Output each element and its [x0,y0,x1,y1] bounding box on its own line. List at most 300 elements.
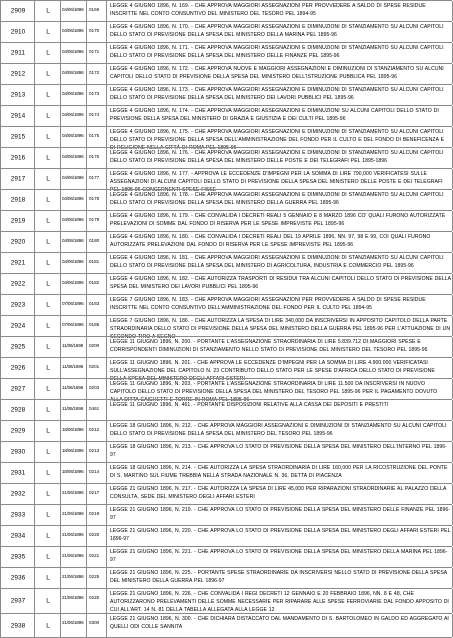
record-type-cell [34,463,61,483]
record-number-cell [0,526,35,546]
table-row [0,252,452,273]
record-date: 21/06/1896 [62,620,84,625]
record-type-cell [34,148,61,168]
record-type: L [46,301,50,309]
record-date: 21/06/1896 [62,595,84,600]
record-number: 2935 [10,553,26,561]
record-description: LEGGE 7 GIUGNO 1896, N. 186. - CHE AUTORIZZA LA SPESA DI LIRE 340,000 DA INSCRIVERSI IN APPOSITO CAPITOLO DELLA PARTE STRAORDINARIA DELLO STATO DI PREVISIONE DELLA SPESA DEL MINISTERO DELLA GUERRA PEL 1895-96 PER L'ATTUAZIONE DI UN SECONDO TIRO A SEGNO [110,318,451,341]
record-code-cell [86,295,107,315]
record-type: L [46,406,50,414]
record-description: LEGGE 21 GIUGNO 1896, N. 221. - CHE APPROVA LO STATO DI PREVISIONE DELLA SPESA DEL MINISTERO DELLA MARINA PEL 1896-97 [110,549,448,564]
record-description-cell [106,274,453,294]
record-date-cell [60,190,87,210]
record-code-cell [86,614,107,637]
table-row [0,399,452,420]
record-date: 21/06/1896 [62,490,84,495]
record-type-cell [34,43,61,63]
record-number-cell [0,85,35,105]
record-date-cell [60,400,87,420]
record-type-cell [34,421,61,441]
record-date: 04/06/1896 [62,70,84,75]
record-description-cell [106,442,453,462]
record-code: 0220 [89,532,100,537]
record-code-cell [86,64,107,84]
record-number: 2917 [10,175,26,183]
record-description-cell [106,64,453,84]
record-date: 21/06/1896 [62,532,84,537]
record-code: 0183 [89,301,100,306]
table-row [0,483,452,504]
record-number: 2914 [10,112,26,120]
record-description-cell [106,85,453,105]
record-number-cell [0,379,35,399]
record-date: 11/06/1896 [62,385,84,390]
record-date: 21/06/1896 [62,511,84,516]
table-row [0,504,452,525]
record-code-cell [86,211,107,231]
record-description-cell [106,1,453,21]
record-type: L [46,112,50,120]
record-description-cell [106,379,453,404]
record-date: 04/06/1896 [62,91,84,96]
record-description: LEGGE 18 GIUGNO 1896, N. 212. - CHE APPROVA MAGGIORI ASSEGNAZIONI E DIMINUZIONI DI STANZIAMENTO SU ALCUNI CAPITOLI DELLO STATO DI PREVISIONE DELLA SPESA DEL MINISTERO DEL TESORO PEL 1895-96 [110,423,447,438]
record-code: 0182 [89,280,100,285]
record-code-cell [86,22,107,42]
record-code-cell [86,85,107,105]
record-description: LEGGE 4 GIUGNO 1896, N. 175. - CHE APPROVA MAGGIORI ASSEGNAZIONI E DIMINUZIONI DI STANZIAMENTO SU ALCUNI CAPITOLI DELLO STATO DI PREVISIONE DELLA SPESA DELL'AMMINISTRAZIONE DEL FONDO PER IL CULTO E DEL FONDO DI BENEFICENZA E DI RELIGIONE NELLA CITTÀ DI ROMA PEL 1895-96 [110,129,445,152]
table-row [0,63,452,84]
record-number: 2919 [10,217,26,225]
record-code: 0171 [89,49,100,54]
record-type-cell [34,295,61,315]
record-description-cell [106,232,453,252]
record-code: 0217 [89,490,100,495]
record-number-cell [0,568,35,588]
record-number-cell [0,43,35,63]
record-code: 0213 [89,448,100,453]
record-code: 0180 [89,238,100,243]
record-type: L [46,532,50,540]
table-row [0,42,452,63]
record-code: 0300 [89,620,100,625]
record-date-cell [60,211,87,231]
record-number-cell [0,505,35,525]
record-date: 07/06/1896 [62,301,84,306]
record-type-cell [34,169,61,189]
record-date-cell [60,614,87,637]
table-row [0,210,452,231]
record-number: 2921 [10,259,26,267]
record-description: LEGGE 4 GIUGNO 1896, N. 179. - CHE CONVALIDA I DECRETI REALI 5 GENNAIO E 8 MARZO 1896 CO' QUALI FURONO AUTORIZZATE PRELEVAZIONI DI SOMME DAL FONDO DI RISERVA PER LE SPESE IMPREVISTE PEL 1895-96 [110,213,446,228]
record-description-cell [106,589,453,613]
record-number: 2929 [10,427,26,435]
record-code-cell [86,442,107,462]
record-type: L [46,217,50,225]
record-date: 04/06/1896 [62,259,84,264]
record-code: 0174 [89,112,100,117]
record-type: L [46,70,50,78]
table-row [0,525,452,546]
record-description-cell [106,421,453,441]
record-type-cell [34,274,61,294]
record-type-cell [34,316,61,336]
record-description: LEGGE 21 GIUGNO 1896, N. 300. - CHE DICHIARA DISTACCATO DAL MANDAMENTO DI S. BARTOLOMEO IN GALDO ED AGGREGATO AI QUELLI ODI COLLE SANNITA [110,616,449,631]
record-code: 0225 [89,574,100,579]
record-description: LEGGE 4 GIUGNO 1896, N. 171. - CHE APPROVA MAGGIORI ASSEGNAZIONI E DIMINUZIONI DI STANZIAMENTO SU ALCUNI CAPITOLI DELLO STATO DI PREVISIONE DELLA SPESA DEL MINISTERO DELLE FINANZE PEL 1895-96 [110,45,444,60]
table-row [0,21,452,42]
record-type-cell [34,589,61,613]
record-type: L [46,259,50,267]
record-date-cell [60,43,87,63]
record-code-cell [86,421,107,441]
record-date: 04/06/1896 [62,238,84,243]
record-number: 2915 [10,133,26,141]
record-date-cell [60,526,87,546]
record-description-cell [106,484,453,504]
record-description: LEGGE 21 GIUGNO 1896, N. 225. - PORTANTE SPESE STRAORDINARIE DA INSCRIVERSI NELLO STATO DI PREVISIONE DELLA SPESA DEL MINISTERO DELLA GUERRA PEL 1896-97 [110,570,447,585]
table-row [0,126,452,152]
record-date-cell [60,64,87,84]
record-description: LEGGE 4 GIUGNO 1896, N. 170. - CHE APPROVA MAGGIORI ASSEGNAZIONI E DIMINUZIONI DI STANZIAMENTO SU ALCUNI CAPITOLI DELLO STATO DI PREVISIONE DELLA SPESA DEL MINISTERO DELLA MARINA PEL 1895-96 [110,24,444,39]
record-number: 2936 [10,574,26,582]
record-code: 0201 [89,364,100,369]
record-code-cell [86,358,107,378]
record-date-cell [60,169,87,189]
record-code: 0170 [89,28,100,33]
record-description: LEGGE 18 GIUGNO 1896, N. 214. - CHE AUTORIZZA LA SPESA STRAORDINARIA DI LIRE 160,000 PER LA RICOSTRUZIONE DEL PONTE DI S. MARTINO SUL FIUME TREBBIA NELLA STRADA NAZIONALE N. 36, DETTA DI PIACENZA [110,465,448,480]
record-date-cell [60,421,87,441]
record-description-cell [106,43,453,63]
table-row [0,105,452,126]
record-type: L [46,49,50,57]
record-type: L [46,511,50,519]
record-date: 21/06/1896 [62,574,84,579]
record-description-cell [106,568,453,588]
record-date: 21/06/1896 [62,553,84,558]
record-type: L [46,490,50,498]
record-code-cell [86,190,107,210]
record-number: 2938 [10,622,26,629]
record-code-cell [86,484,107,504]
record-code: 0221 [89,553,100,558]
record-date: 04/06/1896 [62,196,84,201]
record-description-cell [106,505,453,525]
record-code-cell [86,316,107,336]
record-description: LEGGE 11 GIUGNO 1896, N. 200. - PORTANTE L'ASSEGNAZIONE STRAORDINARIA DI LIRE 5.839.712 DI MAGGIORI SPESE E CORRISPONDENTI DIMINUZIONI DI STANZIAMENTO NELLO STATO DI PREVISIONE DEL MINISTERO DEL TESORO PEL 1895-96 [110,339,428,354]
record-type-cell [34,358,61,378]
record-description-cell [106,127,453,152]
record-code: 0226 [89,595,100,600]
record-date: 11/06/1896 [62,406,84,411]
record-type-cell [34,106,61,126]
table-row [0,294,452,315]
record-number-cell [0,547,35,567]
record-number: 2925 [10,343,26,351]
record-date-cell [60,148,87,168]
record-code: 0186 [89,322,100,327]
record-type-cell [34,22,61,42]
record-number: 2926 [10,364,26,372]
record-number: 2910 [10,28,26,36]
record-code-cell [86,148,107,168]
table-row [0,315,452,341]
record-description: LEGGE 4 GIUGNO 1896, N. 173. - CHE APPROVA MAGGIORI ASSEGNAZIONI E DIMINUZIONI DI STANZIAMENTO SU ALCUNI CAPITOLI DELLO STATO DI PREVISIONE DELLA SPESA DEL MINISTERO DEI LAVORI PUBBLICI PEL 1895-96 [110,87,444,102]
record-type: L [46,91,50,99]
record-date-cell [60,232,87,252]
table-row [0,420,452,441]
table-row [0,0,452,21]
record-number-cell [0,463,35,483]
record-code-cell [86,1,107,21]
record-type: L [46,597,50,605]
record-description-cell [106,316,453,341]
record-type: L [46,175,50,183]
record-description-cell [106,358,453,383]
record-type-cell [34,1,61,21]
record-date: 04/06/1896 [62,217,84,222]
record-number: 2922 [10,280,26,288]
record-date-cell [60,127,87,147]
record-number-cell [0,484,35,504]
record-type-cell [34,232,61,252]
record-code-cell [86,274,107,294]
record-number: 2933 [10,511,26,519]
record-number-cell [0,1,35,21]
record-type-cell [34,442,61,462]
record-type-cell [34,85,61,105]
record-description-cell [106,169,453,194]
record-date: 04/06/1896 [62,280,84,285]
record-code: 0461 [89,406,100,411]
record-type-cell [34,64,61,84]
record-date-cell [60,1,87,21]
record-number: 2923 [10,301,26,309]
record-date-cell [60,295,87,315]
record-number-cell [0,127,35,147]
table-row [0,168,452,194]
record-code-cell [86,337,107,357]
record-date: 18/06/1896 [62,448,84,453]
record-date: 04/06/1896 [62,49,84,54]
record-number: 2911 [10,49,26,57]
table-row [0,189,452,210]
table-row [0,462,452,483]
record-number-cell [0,232,35,252]
table-row [0,336,452,357]
record-date: 04/06/1896 [62,7,84,12]
record-type: L [46,343,50,351]
record-number: 2928 [10,406,26,414]
record-description-cell [106,547,453,567]
record-code-cell [86,106,107,126]
record-date-cell [60,379,87,399]
record-number: 2934 [10,532,26,540]
record-description: LEGGE 18 GIUGNO 1896, N. 213. - CHE APPROVA LO STATO DI PREVISIONE DELLA SPESA DEL MINISTERO DELL'INTERNO PEL 1896-97 [110,444,447,459]
record-number: 2937 [10,597,26,605]
record-type: L [46,7,50,15]
record-code: 0172 [89,70,100,75]
record-code: 0169 [89,7,100,12]
record-description: LEGGE 4 GIUGNO 1896, N. 176. - CHE APPROVA MAGGIORI ASSEGNAZIONI E DIMINUZIONI DI STANZIAMENTO SU ALCUNI CAPITOLI DELLO STATO DI PREVISIONE DELLA SPESA DEL MINISTERO DELLE POSTE E DEI TELEGRAFI PEL 1895-1896 [110,150,444,165]
record-type-cell [34,127,61,147]
record-number-cell [0,614,35,637]
record-description-cell [106,526,453,546]
record-number-cell [0,169,35,189]
record-description-cell [106,614,453,637]
record-code-cell [86,400,107,420]
record-code-cell [86,589,107,613]
record-code: 0181 [89,259,100,264]
record-description-cell [106,148,453,168]
record-type-cell [34,547,61,567]
record-date-cell [60,463,87,483]
record-code: 0176 [89,154,100,159]
record-description: LEGGE 4 GIUGNO 1896, N. 169. - CHE APPROVA MAGGIORI ASSEGNAZIONI PER PROVVEDERE A SALDO DI SPESE RESIDUE INSCRITTE NEL CONTO CONSUNTIVO DEL MINISTERO DEL TESORO PEL 1894-95 [110,3,426,18]
record-number: 2931 [10,469,26,477]
record-type: L [46,622,50,629]
record-number: 2909 [10,7,26,15]
record-code-cell [86,379,107,399]
table-row [0,357,452,383]
record-number-cell [0,148,35,168]
record-type-cell [34,484,61,504]
record-number: 2916 [10,154,26,162]
record-code: 0175 [89,133,100,138]
table-row [0,441,452,462]
record-type-cell [34,253,61,273]
record-description-cell [106,400,453,420]
record-description-cell [106,253,453,273]
table-row [0,147,452,168]
record-code: 0200 [89,343,100,348]
record-number-cell [0,421,35,441]
record-description: LEGGE 4 GIUGNO 1896, N. 182. - CHE AUTORIZZA TRASPORTI DI RESIDUI TRA ALCUNI CAPITOLI DELLO STATO DI PREVISIONE DELLA SPESA DEL MINISTERO DEI LAVORI PUBBLICI PEL 1895-96 [110,276,451,291]
table-row [0,546,452,567]
record-date: 04/06/1896 [62,133,84,138]
record-type: L [46,469,50,477]
record-type-cell [34,190,61,210]
record-description: LEGGE 4 GIUGNO 1896, N. 177. - APPROVA LE ECCEDENZE D'IMPEGNI PER LA SOMMA DI LIRE 790,000 VERIFICATESI SULLE ASSEGNAZIONI DI ALCUNI CAPITOLI DELLO STATO DI PREVISIONE DELLA SPESA DEL MINISTERO DELLE POSTE E DEI TELEGRAFI PEL 1895-96 CONCERNENTI SPESE FISSE [110,171,443,194]
record-code-cell [86,505,107,525]
record-description: LEGGE 7 GIUGNO 1896, N. 183. - CHE APPROVA MAGGIORI ASSEGNAZIONI PER PROVVEDERE A SALDO DI SPESE RESIDUE INSCRITTE NEL CONTO CONSUNTIVO DELL'AMMINISTRAZIONE DEL FONDO PER IL CULTO PEL 1894-95 [110,297,426,312]
record-description-cell [106,22,453,42]
record-description: LEGGE 21 GIUGNO 1896, N. 226. - CHE CONVALIDA I REGI DECRETI 12 GENNAIO E 20 FEBBRAIO 1896, NN. 8 E 48, CHE AUTORIZZARONO PRELEVAMENTI DELLE SOMME NECESSARIE PER RIPARARE ALLE SPESE FERROVIARIE DAL FONDO APPOSITO DI CUI ALL'ART. 14 N. 81 DELLA TABELLA ALLEGATA ALLA LEGGE 12 [110,591,449,614]
record-description: LEGGE 4 GIUGNO 1896, N. 178. - CHE APPROVA MAGGIORI ASSEGNAZIONI E DIMINUZIONI DI STANZIAMENTO SU ALCUNI CAPITOLI DELLO STATO DI PREVISIONE DELLA SPESA DEL MINISTERO DELLA GUERRA PEL 1895-96 [110,192,444,207]
record-code: 0212 [89,427,100,432]
record-code: 0203 [89,385,100,390]
record-date: 18/06/1896 [62,469,84,474]
record-number: 2913 [10,91,26,99]
table-row [0,378,452,404]
record-type: L [46,133,50,141]
record-description-cell [106,190,453,210]
record-type: L [46,28,50,36]
record-code: 0178 [89,196,100,201]
record-number: 2930 [10,448,26,456]
record-number-cell [0,295,35,315]
record-type-cell [34,337,61,357]
record-description-cell [106,463,453,483]
record-description: LEGGE 11 GIUGNO 1896, N. 201. - CHE APPROVA LE ECCEDENZE D'IMPEGNI PER LA SOMMA DI LIRE 4.900.000 VERIFICATASI SULL'ASSEGNAZIONE DEL CAPITOLO N. 23 CONTRIBUTO DELLO STATO PER LE SPESE D'AFRICA DELLO STATO DI PREVISIONE DELLA SPESA DEL MINISTERO DEGLI AFFARI ESTERI [110,360,435,383]
record-number-cell [0,22,35,42]
record-type: L [46,574,50,582]
record-code-cell [86,526,107,546]
table-row [0,613,452,638]
record-date: 04/06/1896 [62,175,84,180]
record-type-cell [34,379,61,399]
table-row [0,567,452,588]
record-type: L [46,238,50,246]
record-date-cell [60,316,87,336]
record-number-cell [0,589,35,613]
record-description: LEGGE 21 GIUGNO 1896, N. 219. - CHE APPROVA LO STATO DI PREVISIONE DELLA SPESA DEL MINISTERO DELLE FINANZE PEL 1896-97 [110,507,451,522]
record-date-cell [60,337,87,357]
record-type: L [46,385,50,393]
record-date-cell [60,484,87,504]
record-description: LEGGE 4 GIUGNO 1896, N. 174. - CHE APPROVA MAGGIORI ASSEGNAZIONI E DIMINUZIONI SU ALCUNI CAPITOLI DELLO STATO DI PREVISIONE DELLA SPESA DEL MINISTERO DI GRAZIA E GIUSTIZIA E DEI CULTI PEL 1895-96 [110,108,439,123]
record-number: 2912 [10,70,26,78]
record-number-cell [0,442,35,462]
record-number-cell [0,190,35,210]
record-type-cell [34,400,61,420]
record-code-cell [86,568,107,588]
record-date-cell [60,253,87,273]
record-description: LEGGE 21 GIUGNO 1896, N. 217. - CHE AUTORIZZA LA SPESA DI LIRE 45,000 PER RIPARAZIONI STRAORDINARIE AL PALAZZO DELLA CONSULTA, SEDE DEL MINISTERO DEGLI AFFARI ESTERI [110,486,447,501]
record-description: LEGGE 4 GIUGNO 1896, N. 181. - CHE APPROVA MAGGIORI ASSEGNAZIONI E DIMINUZIONI DI STANZIAMENTO SU ALCUNI CAPITOLI DELLO STATO DI PREVISIONE DELLA SPESA DEL MINISTERO DI AGRICOLTURA, INDUSTRIA E COMMERCIO PEL 1895-96 [110,255,444,270]
record-number: 2932 [10,490,26,498]
record-type-cell [34,614,61,637]
record-description: LEGGE 4 GIUGNO 1896, N. 180. - CHE CONVALIDA I DECRETI REALI DEL 19 APRILE 1896, NN. 97, 98 E 99, COI QUALI FURONO AUTORIZZATE PRELEVAZIONI DAL FONDO DI RISERVA PER LE SPESE IMPREVISTE PEL 1895-96 [110,234,431,249]
record-date: 18/06/1896 [62,427,84,432]
record-type: L [46,280,50,288]
record-type-cell [34,568,61,588]
record-number: 2920 [10,238,26,246]
record-date-cell [60,22,87,42]
record-type: L [46,322,50,330]
record-code-cell [86,169,107,189]
record-code-cell [86,232,107,252]
record-date-cell [60,568,87,588]
table-row [0,231,452,252]
record-description-cell [106,337,453,357]
record-description-cell [106,211,453,231]
record-code-cell [86,547,107,567]
record-date: 11/06/1896 [62,343,84,348]
record-date-cell [60,106,87,126]
record-date-cell [60,589,87,613]
record-date: 11/06/1896 [62,364,84,369]
record-code-cell [86,253,107,273]
record-number-cell [0,400,35,420]
table-row [0,84,452,105]
record-code: 0177 [89,175,100,180]
record-number-cell [0,64,35,84]
record-number: 2927 [10,385,26,393]
record-date: 04/06/1896 [62,154,84,159]
record-type: L [46,448,50,456]
record-code-cell [86,43,107,63]
record-date-cell [60,274,87,294]
record-number-cell [0,274,35,294]
record-code-cell [86,127,107,147]
record-number-cell [0,316,35,336]
record-type-cell [34,505,61,525]
record-number-cell [0,106,35,126]
record-code: 0214 [89,469,100,474]
record-date: 04/06/1896 [62,112,84,117]
record-date-cell [60,358,87,378]
record-number: 2924 [10,322,26,330]
